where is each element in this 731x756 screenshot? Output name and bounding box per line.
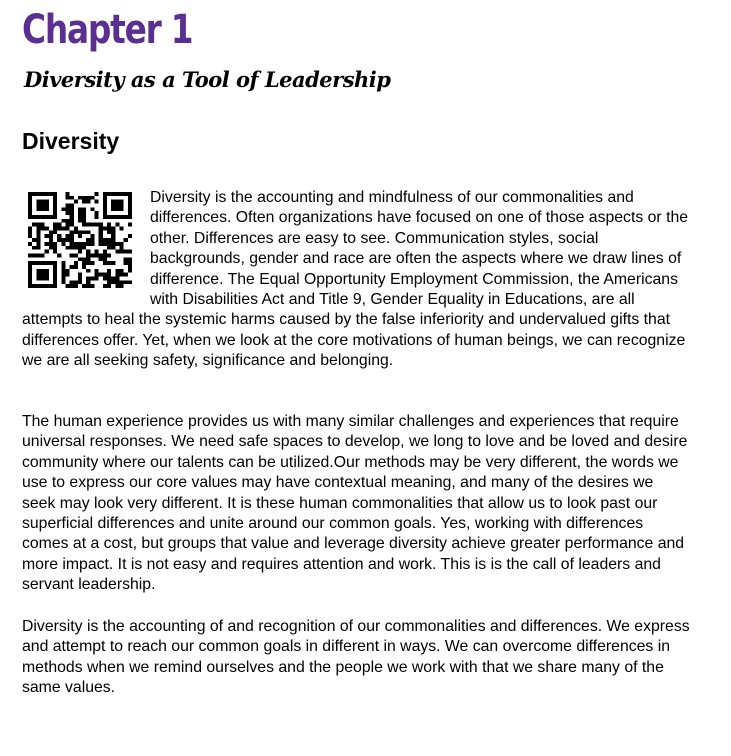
paragraph-1 bbox=[22, 188, 690, 372]
section-heading: Diversity bbox=[22, 128, 120, 154]
paragraph-3: Diversity is the accounting of and recognition of our commonalities and differences. We express and attempt to reach our common goals in different in ways. We can overcome differences in methods when we remind ourselves and the people we work with that we share many of the same values. bbox=[22, 618, 690, 697]
chapter-title: Chapter 1 bbox=[22, 7, 193, 53]
paragraph-1-text: Diversity is the accounting and mindfulness of our commonalities and differences. Often organizations have focused on one of those aspects or the other. Differences are easy to see. Communication styles, social backgrounds, gender and race are often the aspects where we draw lines of difference. The Equal Opportunity Employment Commission, the Americans with Disabilities Act and Title 9, Gender Equality in Educations, are all attempts to heal the systemic harms caused by the false inferiority and undervalued gifts that differences offer. Yet, when we look at the core motivations of human beings, we can recognize we are all seeking safety, significance and belonging. bbox=[22, 189, 689, 370]
paragraph-2: The human experience provides us with many similar challenges and experiences that require universal responses. We need safe spaces to develop, we long to love and be loved and desire community where our talents can be utilized.Our methods may be very different, the words we use to express our core values may have contextual meaning, and many of the desires we seek may look very different. It is these human commonalities that allow us to look past our superficial differences and unite around our common goals. Yes, working with differences comes at a cost, but groups that value and leverage diversity achieve greater performance and more impact. It is not easy and requires attention and work. This is is the call of leaders and servant leadership. bbox=[22, 413, 688, 594]
qr-code-icon bbox=[28, 192, 132, 288]
chapter-subtitle: Diversity as a Tool of Leadership bbox=[24, 67, 391, 92]
